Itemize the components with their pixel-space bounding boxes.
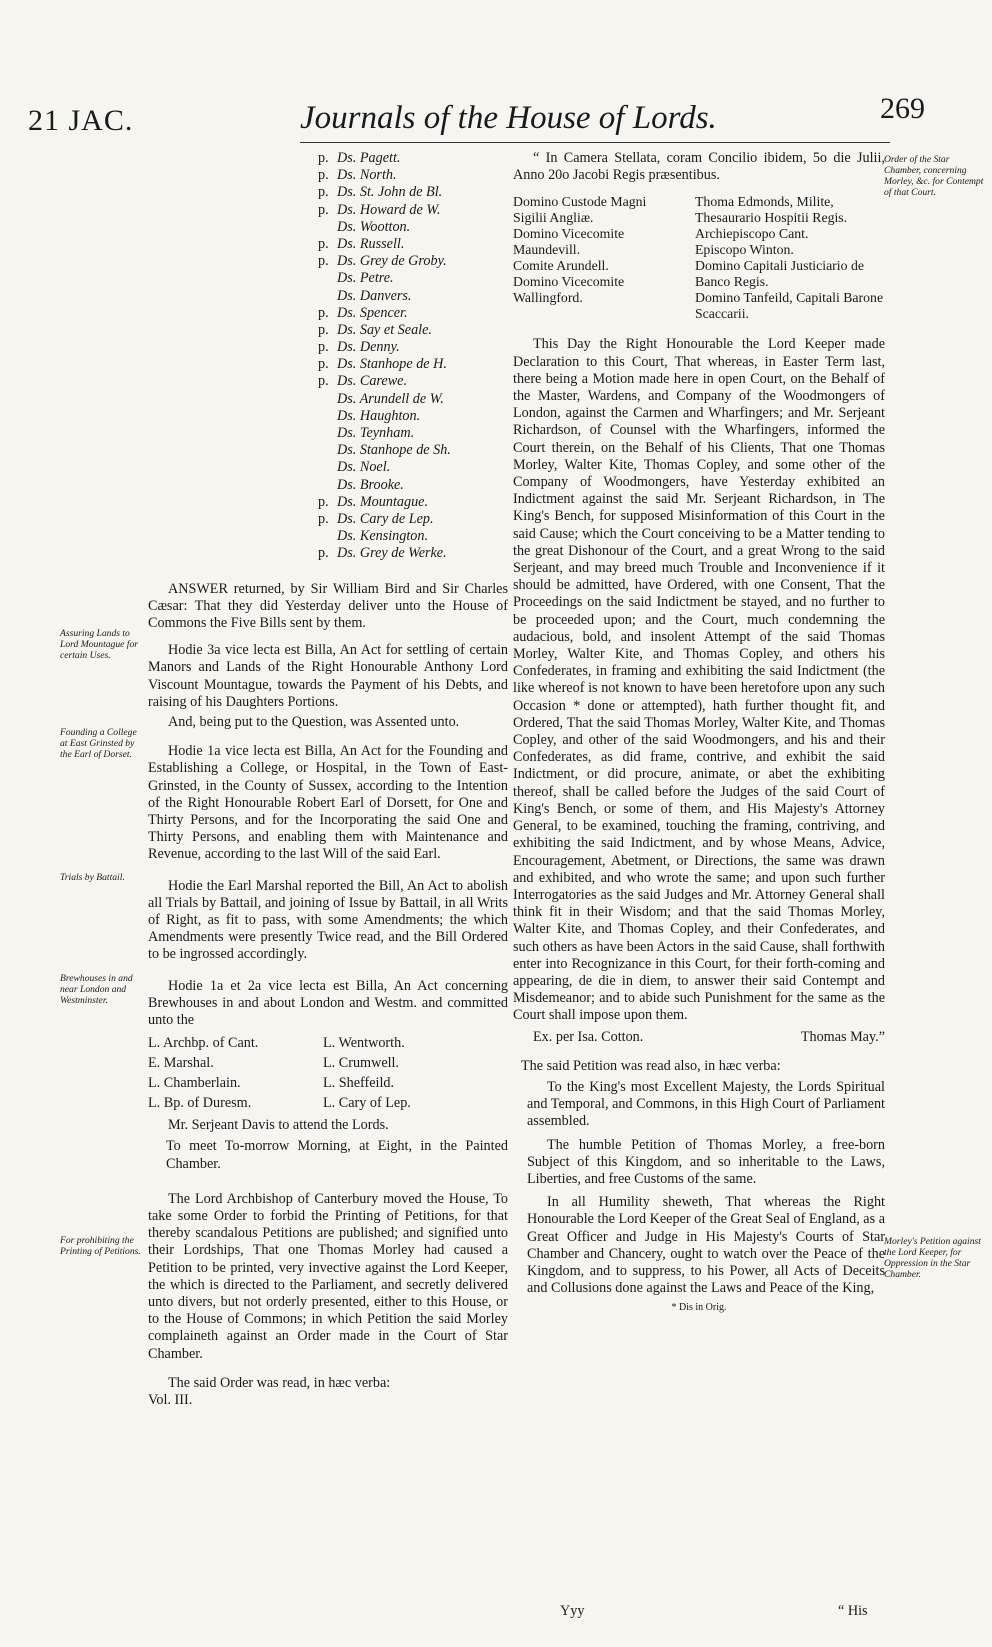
answer-returned: ANSWER returned, by Sir William Bird and Sir Charles Cæsar: That they did Yesterday deliver unto the House of Commons the Five Bills sent by them. [148,580,508,631]
peer-entry [318,459,508,476]
peer-name: Ds. Spencer. [337,304,408,321]
committee-member: L. Chamberlain. [148,1075,241,1092]
committee-member: L. Archbp. of Cant. [148,1035,259,1052]
peer-entry [318,305,508,322]
volume-mark: Vol. III. [148,1392,193,1409]
present-mark: p. [318,545,329,562]
right-column [513,150,885,1317]
signature-mark: Yyy [560,1603,585,1619]
councillor-present: Thoma Edmonds, Milite, Thesaurario Hospitii Regis. [695,194,848,226]
peer-name: Ds. Haughton. [337,407,421,424]
peer-name: Ds. Noel. [337,459,391,476]
present-mark: p. [318,373,329,390]
present-mark: p. [318,510,329,527]
councillor-present: Domino Tanfeild, Capitali Barone Scaccarii. [695,290,884,322]
councillors-present [513,194,885,322]
present-mark: p. [318,150,329,166]
catchword: “ His [838,1603,868,1619]
peer-entry [318,425,508,442]
present-mark: p. [318,339,329,356]
margin-note-mountague: Assuring Lands to Lord Mountague for certain Uses. [60,628,138,661]
peer-name: Ds. Say et Seale. [337,321,432,338]
printing-petitions: The Lord Archbishop of Canterbury moved the House, To take some Order to forbid the Printing of Petitions, for that thereby scandalous Petitions are published; and signified unto their Lordships, That one Thomas Morley had caused a Petition to be printed, very invective against the Lord Keeper, the which is directed to the Parliament, and secretly delivered unto divers, but not orderly presented, either to this House, or to the House of Commons; in which Petition the said Morley complaineth against an Order made in the Court of Star Chamber. [148,1190,508,1362]
peer-name: Ds. Wootton. [337,218,411,235]
present-mark: p. [318,184,329,201]
peer-entry [318,477,508,494]
peer-name: Ds. Teynham. [337,425,415,441]
peer-name: Ds. Mountague. [337,493,429,510]
meeting-note: To meet To-morrow Morning, at Eight, in the Painted Chamber. [166,1138,508,1172]
peer-entry [318,184,508,201]
peer-name: Ds. Brooke. [337,476,404,493]
peer-name: Ds. Cary de Lep. [337,510,434,527]
committee-member: L. Sheffeild. [323,1075,395,1092]
councillor-present: Comite Arundell. [513,258,609,274]
peer-entry [318,167,508,184]
peer-name: Ds. Denny. [337,339,400,356]
peer-name: Ds. Arundell de W. [337,390,444,407]
councillor-present: Domino Custode Magni Sigilii Angliæ. [513,194,647,226]
peer-name: Ds. Grey de Groby. [337,253,447,270]
petition-address: To the King's most Excellent Majesty, the Lords Spiritual and Temporal, and Commons, in this High Court of Parliament assembled. [527,1078,885,1130]
present-mark: p. [318,304,329,321]
peer-entry [318,202,508,219]
peer-entry [318,391,508,408]
margin-note-star-chamber: Order of the Star Chamber, concerning Morley, &c. for Contempt of that Court. [884,154,984,198]
peer-name: Ds. Petre. [337,270,394,287]
peer-name: Ds. Russell. [337,235,405,252]
peer-entry [318,511,508,528]
peer-name: Ds. Howard de W. [337,201,441,218]
margin-note-printing: For prohibiting the Printing of Petitions. [60,1235,141,1257]
present-mark: p. [318,235,329,252]
councillor-present: Domino Vicecomite Wallingford. [513,274,625,306]
present-mark: p. [318,167,329,184]
peer-name: Ds. St. John de Bl. [337,184,443,201]
peer-entry [318,253,508,270]
signature-cotton: Ex. per Isa. Cotton. [533,1028,644,1045]
peer-name: Ds. Pagett. [337,150,401,166]
footnote: * Dis in Orig. [671,1302,727,1314]
peer-entry [318,270,508,287]
running-head-title: Journals of the House of Lords. [300,100,717,136]
peer-name: Ds. Stanhope de H. [337,356,447,373]
committee-member: L. Wentworth. [323,1035,405,1052]
star-chamber-heading: “ In Camera Stellata, coram Concilio ibidem, 5o die Julii, Anno 20o Jacobi Regis præsentibus. [513,150,885,184]
present-mark: p. [318,493,329,510]
peer-name: Ds. Carewe. [337,373,408,390]
peer-name: Ds. Kensington. [337,528,429,545]
peer-entry [318,528,508,545]
councillor-present: Episcopo Winton. [695,242,794,258]
peer-name: Ds. North. [337,167,397,184]
peer-entry [318,322,508,339]
committee-member: L. Bp. of Duresm. [148,1095,252,1112]
councillor-present: Domino Capitali Justiciario de Banco Regis. [695,258,864,290]
petition-body: In all Humility sheweth, That whereas the Right Honourable the Lord Keeper of the Great Seal of England, as a Great Officer and Judge in His Majesty's Courts of Star Chamber and Chancery, ought to watch over the Peace of the Kingdom, and to suppress, to his Power, all Acts of Deceits and Collusions done against the Laws and Peace of the King, [527,1194,885,1297]
present-mark: p. [318,356,329,373]
peer-entry [318,373,508,390]
councillor-present: Archiepiscopo Cant. [695,226,809,242]
petition-read: The said Petition was read also, in hæc verba: [521,1057,781,1074]
page-number: 269 [880,92,925,125]
present-mark: p. [318,253,329,270]
margin-note-brewhouses: Brewhouses in and near London and Westminster. [60,973,133,1006]
margin-note-morley-petition: Morley's Petition against the Lord Keeper, for Oppression in the Star Chamber. [884,1236,981,1280]
order-signatures [513,1029,885,1046]
signature-may: Thomas May.” [800,1028,885,1045]
star-chamber-order: This Day the Right Honourable the Lord Keeper made Declaration to this Court, That whereas, in Easter Term last, there being a Motion made here in open Court, on the Behalf of the Master, Wardens, and Company of the Woodmongers of London, against the Carmen and Wharfingers; and Mr. Serjeant Richardson, of Counsel with the Wharfingers, informed the Court therein, on the Behalf of his Clients, That one Thomas Morley, Walter Kite, Thomas Copley, and some other of the Company of Woodmongers, have Yesterday exhibited an Indictment against the said Mr. Serjeant Richardson, in The King's Bench, for supposed Misinformation of this Court in the said Cause; which the Court conceiving to be a Matter tending to the great Dishonour of the Court, and a great Wrong to the said Serjeant, and may breed much Trouble and Inconvenience if it should be admitted, have Ordered, with one Consent, That the Proceedings on the said Indictment be stayed, and no further to be proceeded upon; and the Court, much condemning the audacious, bold, and insolent Attempt of the said Thomas Morley, Walter Kite, and Thomas Copley, and others his Confederates, in framing and exhibiting the said Indictment (the like whereof is not known to have been heretofore upon any such Occasion * done or attempted), hath further thought fit, and Ordered, That the said Thomas Morley, Walter Kite, and Thomas Copley, and other of the said Woodmongers, and his and their Confederates, as did frame, contrive, and exhibit the said Indictment, or did procure, animate, or abet the exhibiting thereof, shall be called before the Judges of the said Court of King's Bench, or some of them, and His Majesty's Attorney General, to be examined, touching the framing, contriving, and exhibiting the said Indictment, and by whose Means, Advice, Encouragement, Abetment, or Directions, the same was drawn and exhibited, and who wrote the same; and upon such further Interrogatories as the said Judges and Mr. Attorney General shall think fit in their Wisdom; and that the said Thomas Morley, Walter Kite, and Thomas Copley, and their Confederates, and such others as have been Actors in the said Cause, shall forthwith enter into Recognizance in this Court, for their forth-coming and appearing, de die in diem, to answer their said Contempt and Misdemeanor; and to abide such Punishment for the same as the Court shall impose upon them. [513,336,885,1024]
brewhouses-bill: Hodie 1a et 2a vice lecta est Billa, An Act concerning Brewhouses in and about London and Westm. and committed unto the [148,977,508,1028]
peer-entry [318,545,508,562]
college-bill: Hodie 1a vice lecta est Billa, An Act for the Founding and Establishing a College, or Hospital, in the Town of East-Grinsted, in the County of Sussex, according to the Intention of the Right Honourable Robert Earl of Dorsett, for One and Thirty Persons, and for the Incorporating the said One and Thirty Persons, and enabling them with Maintenance and Revenue, according to the last Will of the said Earl. [148,743,508,863]
peer-entry [318,219,508,236]
peer-entry [318,356,508,373]
mountague-assent: And, being put to the Question, was Assented unto. [168,713,460,730]
committee-member: E. Marshal. [148,1055,214,1072]
peer-name: Ds. Stanhope de Sh. [337,442,451,459]
petition-title: The humble Petition of Thomas Morley, a free-born Subject of this Kingdom, and so inheritable to the Laws, Liberties, and free Customs of the same. [527,1136,885,1187]
present-mark: p. [318,321,329,338]
margin-note-battail: Trials by Battail. [60,872,125,883]
left-column [148,150,508,1409]
peer-entry [318,408,508,425]
mountague-bill: Hodie 3a vice lecta est Billa, An Act for settling of certain Manors and Lands of the Right Honourable Anthony Lord Viscount Mountague, towards the Payment of his Debts, and raising of his Daughters Portions. [148,642,508,710]
battail-bill: Hodie the Earl Marshal reported the Bill, An Act to abolish all Trials by Battail, and joining of Issue by Battail, in all Writs of Right, as fit to pass, with some Amendments; the which Amendments were presently Twice read, and the Bill Ordered to be ingrossed accordingly. [148,877,508,963]
committee-member: L. Cary of Lep. [323,1095,411,1112]
peer-entry [318,339,508,356]
margin-note-college: Founding a College at East Grinsted by the Earl of Dorset. [60,727,137,760]
serjeant-attend: Mr. Serjeant Davis to attend the Lords. [168,1117,389,1134]
peer-name: Ds. Danvers. [337,287,412,304]
running-head-regnal-year: 21 JAC. [28,104,134,137]
committee-list [148,1035,508,1115]
order-read: The said Order was read, in hæc verba: [168,1374,391,1391]
present-mark: p. [318,201,329,218]
peer-entry [318,236,508,253]
header-rule [300,142,890,143]
peer-name: Ds. Grey de Werke. [337,545,447,562]
peer-entry [318,150,508,167]
peer-entry [318,288,508,305]
councillor-present: Domino Vicecomite Maundevill. [513,226,625,258]
peer-entry [318,442,508,459]
committee-member: L. Crumwell. [323,1055,400,1072]
peer-attendance-list [318,150,508,563]
peer-entry [318,494,508,511]
